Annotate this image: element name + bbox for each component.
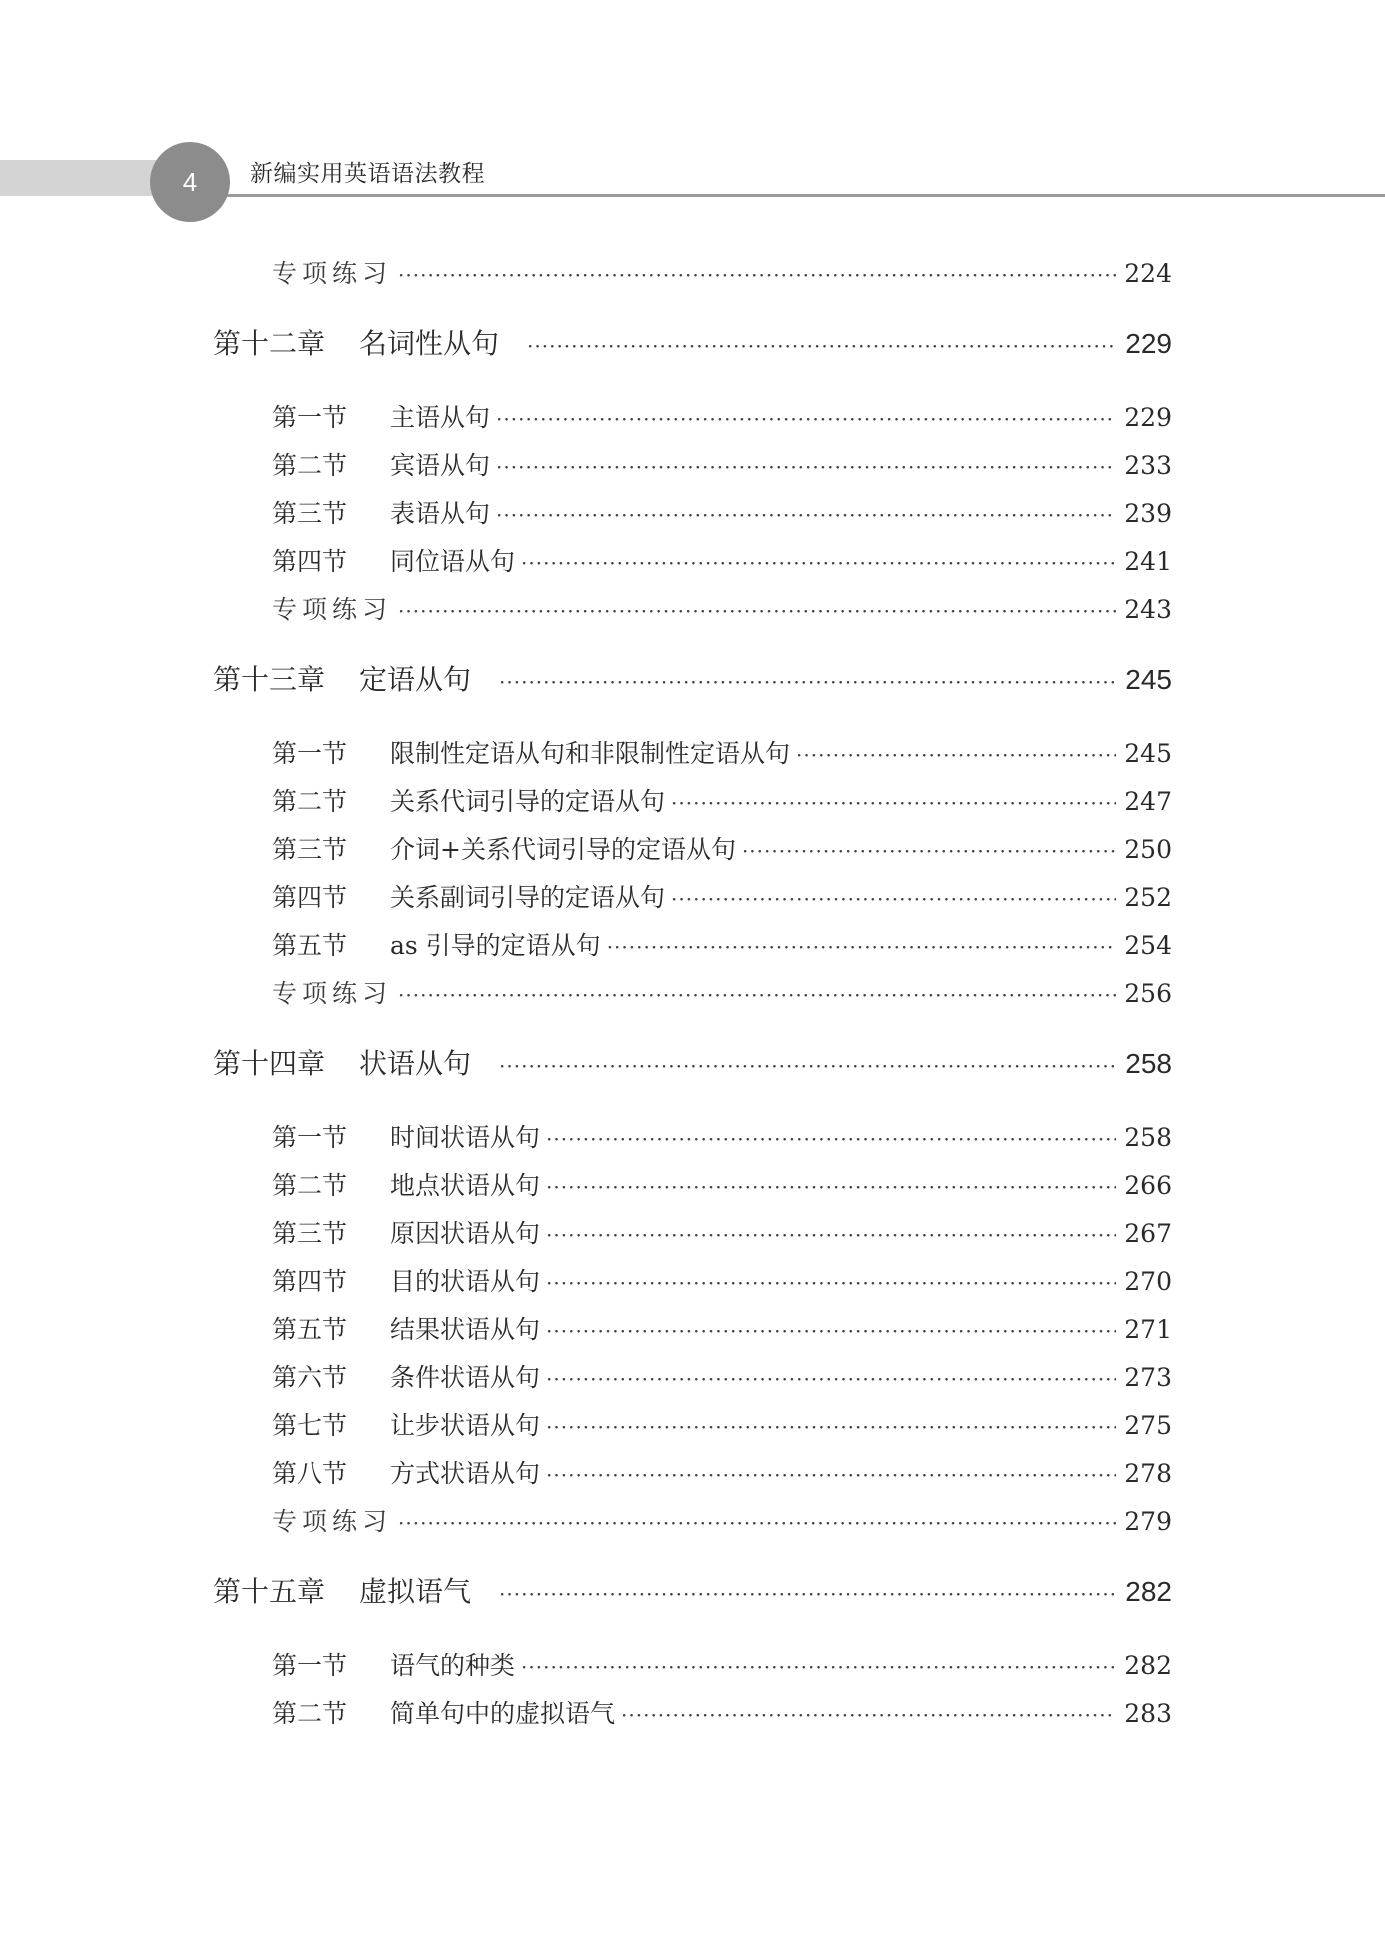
toc-exercise-row <box>272 1502 1172 1536</box>
toc-section-row <box>272 1310 1172 1344</box>
section-title: 简单句中的虚拟语气 <box>390 1699 616 1728</box>
dot-leader <box>398 1511 1116 1535</box>
page-ref: 283 <box>1124 1699 1172 1728</box>
page-ref: 241 <box>1124 547 1172 576</box>
dot-leader <box>398 983 1116 1007</box>
toc-section-row <box>272 926 1172 960</box>
toc-exercise-row <box>272 254 1172 288</box>
page-ref: 243 <box>1124 595 1172 624</box>
chapter-number: 第十三章 <box>213 663 326 696</box>
dot-leader <box>496 407 1116 431</box>
toc-section-row <box>272 1646 1172 1680</box>
dot-leader <box>398 263 1116 287</box>
page-ref: 267 <box>1124 1219 1172 1248</box>
section-number: 第七节 <box>272 1411 348 1440</box>
dot-leader <box>796 743 1116 767</box>
section-number: 第二节 <box>272 1699 348 1728</box>
section-number: 第二节 <box>272 787 348 816</box>
page-ref: 233 <box>1124 451 1172 480</box>
section-number: 第五节 <box>272 1315 348 1344</box>
page-ref: 250 <box>1124 835 1172 864</box>
chapter-number: 第十二章 <box>213 327 326 360</box>
dot-leader <box>499 1582 1116 1606</box>
dot-leader <box>499 1054 1116 1078</box>
section-title: 原因状语从句 <box>390 1219 541 1248</box>
exercise-title: 专项练习 <box>272 979 393 1008</box>
dot-leader <box>546 1463 1116 1487</box>
dot-leader <box>621 1703 1116 1727</box>
toc-chapter-row <box>213 322 1172 362</box>
toc-section-row <box>272 878 1172 912</box>
section-number: 第三节 <box>272 835 348 864</box>
toc-section-row <box>272 1166 1172 1200</box>
toc-section-row <box>272 494 1172 528</box>
chapter-title: 定语从句 <box>359 663 472 696</box>
dot-leader <box>546 1223 1116 1247</box>
page-ref: 229 <box>1125 328 1172 359</box>
page-ref: 266 <box>1124 1171 1172 1200</box>
toc-chapter-row <box>213 1570 1172 1610</box>
page-ref: 245 <box>1125 664 1172 695</box>
page-ref: 247 <box>1124 787 1172 816</box>
dot-leader <box>521 551 1116 575</box>
dot-leader <box>398 599 1116 623</box>
dot-leader <box>546 1127 1116 1151</box>
toc-section-row <box>272 1406 1172 1440</box>
dot-leader <box>546 1175 1116 1199</box>
section-title: 主语从句 <box>390 403 491 432</box>
dot-leader <box>546 1367 1116 1391</box>
toc-exercise-row <box>272 590 1172 624</box>
section-title: 同位语从句 <box>390 547 516 576</box>
section-title: 目的状语从句 <box>390 1267 541 1296</box>
page-ref: 278 <box>1124 1459 1172 1488</box>
section-title: 表语从句 <box>390 499 491 528</box>
toc-section-row <box>272 1694 1172 1728</box>
toc-exercise-row <box>272 974 1172 1008</box>
toc-section-row <box>272 446 1172 480</box>
toc-chapter-row <box>213 1042 1172 1082</box>
page-ref: 256 <box>1124 979 1172 1008</box>
book-title: 新编实用英语语法教程 <box>250 161 485 187</box>
toc-section-row <box>272 734 1172 768</box>
page-ref: 275 <box>1124 1411 1172 1440</box>
page-ref: 271 <box>1124 1315 1172 1344</box>
section-number: 第四节 <box>272 883 348 912</box>
page-ref: 279 <box>1124 1507 1172 1536</box>
section-number: 第四节 <box>272 1267 348 1296</box>
chapter-title: 虚拟语气 <box>359 1575 472 1608</box>
dot-leader <box>499 670 1116 694</box>
page-ref: 239 <box>1124 499 1172 528</box>
toc-section-row <box>272 1262 1172 1296</box>
toc-section-row <box>272 542 1172 576</box>
chapter-title: 名词性从句 <box>359 327 500 360</box>
section-number: 第二节 <box>272 1171 348 1200</box>
page-ref: 245 <box>1124 739 1172 768</box>
section-title: 关系副词引导的定语从句 <box>390 883 666 912</box>
page-ref: 224 <box>1124 259 1172 288</box>
toc-section-row <box>272 830 1172 864</box>
page-ref: 282 <box>1124 1651 1172 1680</box>
dot-leader <box>496 455 1116 479</box>
dot-leader <box>671 887 1116 911</box>
section-title: 时间状语从句 <box>390 1123 541 1152</box>
page-ref: 270 <box>1124 1267 1172 1296</box>
dot-leader <box>742 839 1116 863</box>
section-number: 第五节 <box>272 931 348 960</box>
dot-leader <box>546 1319 1116 1343</box>
page-ref: 252 <box>1124 883 1172 912</box>
page-number: 4 <box>182 166 198 197</box>
section-title: as 引导的定语从句 <box>390 931 601 960</box>
section-title: 方式状语从句 <box>390 1459 541 1488</box>
section-number: 第一节 <box>272 403 348 432</box>
page-ref: 282 <box>1125 1576 1172 1607</box>
toc-chapter-row <box>213 658 1172 698</box>
section-number: 第八节 <box>272 1459 348 1488</box>
section-number: 第一节 <box>272 739 348 768</box>
section-number: 第三节 <box>272 1219 348 1248</box>
section-title: 地点状语从句 <box>390 1171 541 1200</box>
page-ref: 258 <box>1125 1048 1172 1079</box>
section-number: 第三节 <box>272 499 348 528</box>
section-title: 介词+关系代词引导的定语从句 <box>390 835 736 864</box>
toc-section-row <box>272 1358 1172 1392</box>
section-title: 结果状语从句 <box>390 1315 541 1344</box>
dot-leader <box>521 1655 1116 1679</box>
exercise-title: 专项练习 <box>272 259 393 288</box>
section-title: 条件状语从句 <box>390 1363 541 1392</box>
chapter-number: 第十四章 <box>213 1047 326 1080</box>
section-number: 第一节 <box>272 1651 348 1680</box>
toc-section-row <box>272 398 1172 432</box>
dot-leader <box>546 1415 1116 1439</box>
section-title: 宾语从句 <box>390 451 491 480</box>
toc-section-row <box>272 1118 1172 1152</box>
exercise-title: 专项练习 <box>272 1507 393 1536</box>
page-number-badge <box>150 142 230 222</box>
section-number: 第一节 <box>272 1123 348 1152</box>
section-title: 让步状语从句 <box>390 1411 541 1440</box>
section-number: 第二节 <box>272 451 348 480</box>
page-ref: 273 <box>1124 1363 1172 1392</box>
toc-section-row <box>272 1214 1172 1248</box>
dot-leader <box>496 503 1116 527</box>
page-ref: 229 <box>1124 403 1172 432</box>
chapter-title: 状语从句 <box>359 1047 472 1080</box>
section-title: 限制性定语从句和非限制性定语从句 <box>390 739 791 768</box>
section-number: 第六节 <box>272 1363 348 1392</box>
header-rule <box>180 194 1385 197</box>
section-title: 关系代词引导的定语从句 <box>390 787 666 816</box>
toc-section-row <box>272 782 1172 816</box>
dot-leader <box>607 935 1116 959</box>
exercise-title: 专项练习 <box>272 595 393 624</box>
chapter-number: 第十五章 <box>213 1575 326 1608</box>
section-number: 第四节 <box>272 547 348 576</box>
page-ref: 258 <box>1124 1123 1172 1152</box>
dot-leader <box>527 334 1116 358</box>
dot-leader <box>671 791 1116 815</box>
section-title: 语气的种类 <box>390 1651 516 1680</box>
dot-leader <box>546 1271 1116 1295</box>
toc-section-row <box>272 1454 1172 1488</box>
page-ref: 254 <box>1124 931 1172 960</box>
